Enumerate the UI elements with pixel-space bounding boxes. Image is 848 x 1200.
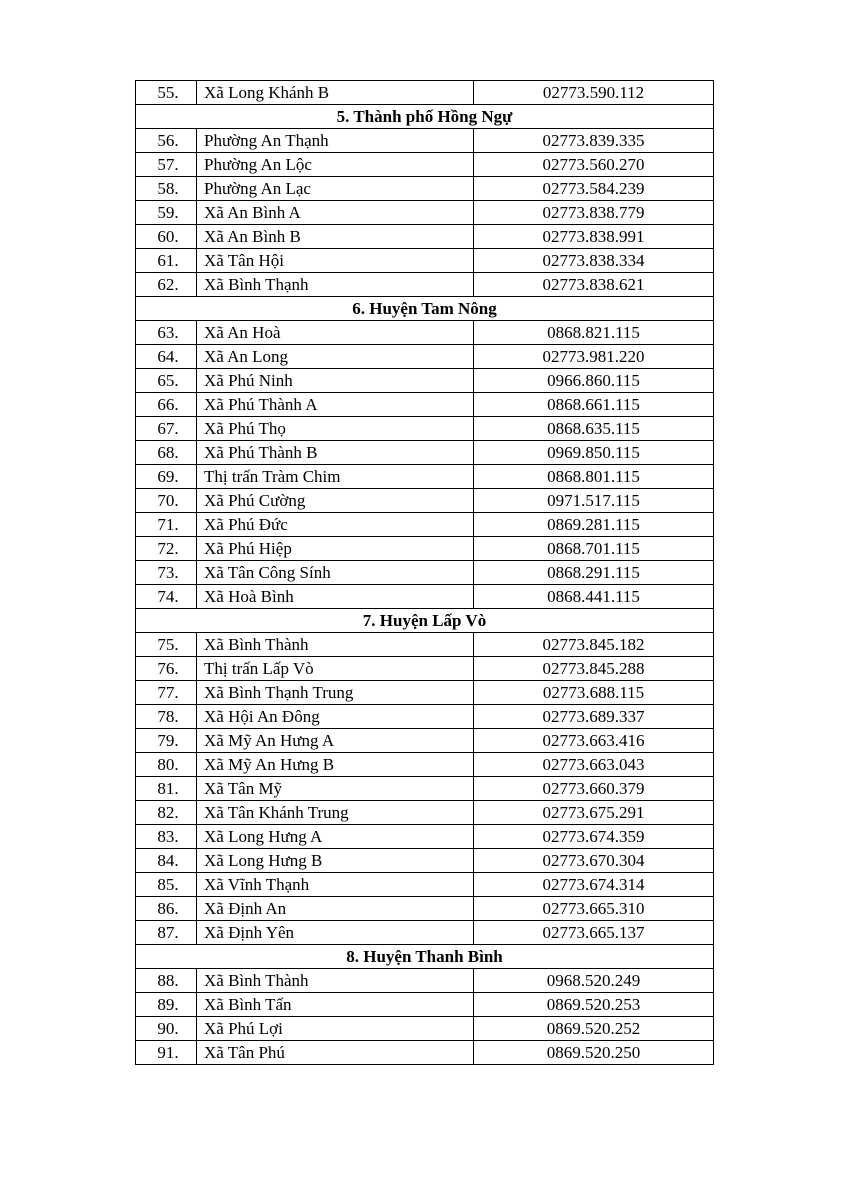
- phone-number: 0868.701.115: [474, 537, 714, 561]
- section-title: 7. Huyện Lấp Vò: [136, 609, 714, 633]
- table-row: [136, 777, 714, 801]
- phone-number: 02773.838.334: [474, 249, 714, 273]
- row-number: 89.: [136, 993, 197, 1017]
- commune-name: Xã An Hoà: [197, 321, 474, 345]
- phone-number: 02773.689.337: [474, 705, 714, 729]
- commune-name: Thị trấn Lấp Vò: [197, 657, 474, 681]
- row-number: 70.: [136, 489, 197, 513]
- table-row: [136, 225, 714, 249]
- table-row: [136, 705, 714, 729]
- phone-number: 0971.517.115: [474, 489, 714, 513]
- row-number: 68.: [136, 441, 197, 465]
- section-header-row: [136, 609, 714, 633]
- table-row: [136, 465, 714, 489]
- section-header-row: [136, 945, 714, 969]
- commune-name: Phường An Lộc: [197, 153, 474, 177]
- row-number: 82.: [136, 801, 197, 825]
- table-row: [136, 993, 714, 1017]
- phone-number: 02773.838.621: [474, 273, 714, 297]
- commune-name: Xã An Bình B: [197, 225, 474, 249]
- commune-name: Xã Tân Phú: [197, 1041, 474, 1065]
- commune-name: Xã Phú Thành B: [197, 441, 474, 465]
- table-row: [136, 81, 714, 105]
- row-number: 69.: [136, 465, 197, 489]
- table-row: [136, 345, 714, 369]
- phone-number: 0868.635.115: [474, 417, 714, 441]
- table-row: [136, 1041, 714, 1065]
- row-number: 72.: [136, 537, 197, 561]
- phone-number: 02773.838.779: [474, 201, 714, 225]
- table-row: [136, 657, 714, 681]
- table-row: [136, 825, 714, 849]
- row-number: 91.: [136, 1041, 197, 1065]
- section-title: 8. Huyện Thanh Bình: [136, 945, 714, 969]
- table-row: [136, 441, 714, 465]
- phone-number: 0869.281.115: [474, 513, 714, 537]
- row-number: 55.: [136, 81, 197, 105]
- table-row: [136, 969, 714, 993]
- row-number: 65.: [136, 369, 197, 393]
- row-number: 74.: [136, 585, 197, 609]
- row-number: 64.: [136, 345, 197, 369]
- commune-name: Xã Bình Thạnh Trung: [197, 681, 474, 705]
- row-number: 86.: [136, 897, 197, 921]
- row-number: 83.: [136, 825, 197, 849]
- commune-name: Xã Mỹ An Hưng B: [197, 753, 474, 777]
- row-number: 63.: [136, 321, 197, 345]
- commune-name: Xã Long Khánh B: [197, 81, 474, 105]
- phone-number: 0869.520.253: [474, 993, 714, 1017]
- table-row: [136, 681, 714, 705]
- commune-name: Xã Bình Thạnh: [197, 273, 474, 297]
- table-row: [136, 1017, 714, 1041]
- commune-name: Xã Bình Thành: [197, 633, 474, 657]
- phone-number: 0968.520.249: [474, 969, 714, 993]
- row-number: 58.: [136, 177, 197, 201]
- section-header-row: [136, 105, 714, 129]
- commune-name: Xã Mỹ An Hưng A: [197, 729, 474, 753]
- section-title: 5. Thành phố Hồng Ngự: [136, 105, 714, 129]
- table-row: [136, 849, 714, 873]
- commune-name: Xã Long Hưng B: [197, 849, 474, 873]
- commune-name: Xã Tân Hội: [197, 249, 474, 273]
- table-row: [136, 393, 714, 417]
- table-row: [136, 129, 714, 153]
- table-row: [136, 897, 714, 921]
- commune-name: Xã Tân Công Sính: [197, 561, 474, 585]
- commune-name: Xã An Bình A: [197, 201, 474, 225]
- commune-name: Xã Phú Đức: [197, 513, 474, 537]
- phone-number: 02773.670.304: [474, 849, 714, 873]
- phone-number: 0969.850.115: [474, 441, 714, 465]
- commune-name: Xã Vĩnh Thạnh: [197, 873, 474, 897]
- row-number: 66.: [136, 393, 197, 417]
- phone-number: 02773.665.310: [474, 897, 714, 921]
- row-number: 73.: [136, 561, 197, 585]
- commune-name: Xã Phú Thọ: [197, 417, 474, 441]
- row-number: 57.: [136, 153, 197, 177]
- phone-number: 0868.821.115: [474, 321, 714, 345]
- table-row: [136, 249, 714, 273]
- commune-name: Xã Hội An Đông: [197, 705, 474, 729]
- table-row: [136, 273, 714, 297]
- commune-name: Xã Phú Cường: [197, 489, 474, 513]
- phone-number: 0868.661.115: [474, 393, 714, 417]
- row-number: 81.: [136, 777, 197, 801]
- phone-directory-table: [135, 80, 714, 1065]
- phone-number: 02773.660.379: [474, 777, 714, 801]
- row-number: 87.: [136, 921, 197, 945]
- commune-name: Thị trấn Tràm Chim: [197, 465, 474, 489]
- commune-name: Xã Định Yên: [197, 921, 474, 945]
- row-number: 78.: [136, 705, 197, 729]
- phone-number: 02773.981.220: [474, 345, 714, 369]
- row-number: 61.: [136, 249, 197, 273]
- row-number: 56.: [136, 129, 197, 153]
- table-row: [136, 729, 714, 753]
- commune-name: Xã Hoà Bình: [197, 585, 474, 609]
- commune-name: Xã Tân Mỹ: [197, 777, 474, 801]
- phone-number: 02773.675.291: [474, 801, 714, 825]
- row-number: 71.: [136, 513, 197, 537]
- phone-number: 02773.663.416: [474, 729, 714, 753]
- commune-name: Xã Bình Tấn: [197, 993, 474, 1017]
- row-number: 84.: [136, 849, 197, 873]
- phone-number: 0868.801.115: [474, 465, 714, 489]
- table-row: [136, 201, 714, 225]
- phone-number: 02773.674.314: [474, 873, 714, 897]
- table-row: [136, 801, 714, 825]
- commune-name: Xã Định An: [197, 897, 474, 921]
- phone-number: 02773.665.137: [474, 921, 714, 945]
- phone-number: 02773.688.115: [474, 681, 714, 705]
- row-number: 62.: [136, 273, 197, 297]
- table-row: [136, 369, 714, 393]
- commune-name: Xã Long Hưng A: [197, 825, 474, 849]
- phone-number: 02773.839.335: [474, 129, 714, 153]
- row-number: 76.: [136, 657, 197, 681]
- row-number: 60.: [136, 225, 197, 249]
- phone-number: 02773.590.112: [474, 81, 714, 105]
- table-row: [136, 537, 714, 561]
- table-row: [136, 633, 714, 657]
- table-row: [136, 417, 714, 441]
- commune-name: Xã An Long: [197, 345, 474, 369]
- commune-name: Xã Phú Hiệp: [197, 537, 474, 561]
- table-row: [136, 153, 714, 177]
- table-row: [136, 489, 714, 513]
- commune-name: Xã Phú Thành A: [197, 393, 474, 417]
- phone-number: 02773.663.043: [474, 753, 714, 777]
- phone-number: 0868.291.115: [474, 561, 714, 585]
- phone-number: 02773.838.991: [474, 225, 714, 249]
- phone-number: 0966.860.115: [474, 369, 714, 393]
- commune-name: Xã Phú Lợi: [197, 1017, 474, 1041]
- table-row: [136, 873, 714, 897]
- commune-name: Phường An Thạnh: [197, 129, 474, 153]
- phone-number: 02773.674.359: [474, 825, 714, 849]
- table-row: [136, 561, 714, 585]
- table-row: [136, 753, 714, 777]
- phone-number: 02773.845.182: [474, 633, 714, 657]
- table-body: [136, 81, 714, 1065]
- row-number: 88.: [136, 969, 197, 993]
- section-header-row: [136, 297, 714, 321]
- table-row: [136, 321, 714, 345]
- row-number: 80.: [136, 753, 197, 777]
- row-number: 67.: [136, 417, 197, 441]
- row-number: 75.: [136, 633, 197, 657]
- row-number: 59.: [136, 201, 197, 225]
- commune-name: Phường An Lạc: [197, 177, 474, 201]
- table-row: [136, 177, 714, 201]
- table-row: [136, 585, 714, 609]
- table-row: [136, 921, 714, 945]
- row-number: 79.: [136, 729, 197, 753]
- phone-number: 02773.845.288: [474, 657, 714, 681]
- phone-number: 0869.520.252: [474, 1017, 714, 1041]
- section-title: 6. Huyện Tam Nông: [136, 297, 714, 321]
- commune-name: Xã Tân Khánh Trung: [197, 801, 474, 825]
- phone-number: 0869.520.250: [474, 1041, 714, 1065]
- phone-number: 0868.441.115: [474, 585, 714, 609]
- row-number: 77.: [136, 681, 197, 705]
- table-row: [136, 513, 714, 537]
- phone-number: 02773.560.270: [474, 153, 714, 177]
- row-number: 85.: [136, 873, 197, 897]
- commune-name: Xã Bình Thành: [197, 969, 474, 993]
- row-number: 90.: [136, 1017, 197, 1041]
- commune-name: Xã Phú Ninh: [197, 369, 474, 393]
- phone-number: 02773.584.239: [474, 177, 714, 201]
